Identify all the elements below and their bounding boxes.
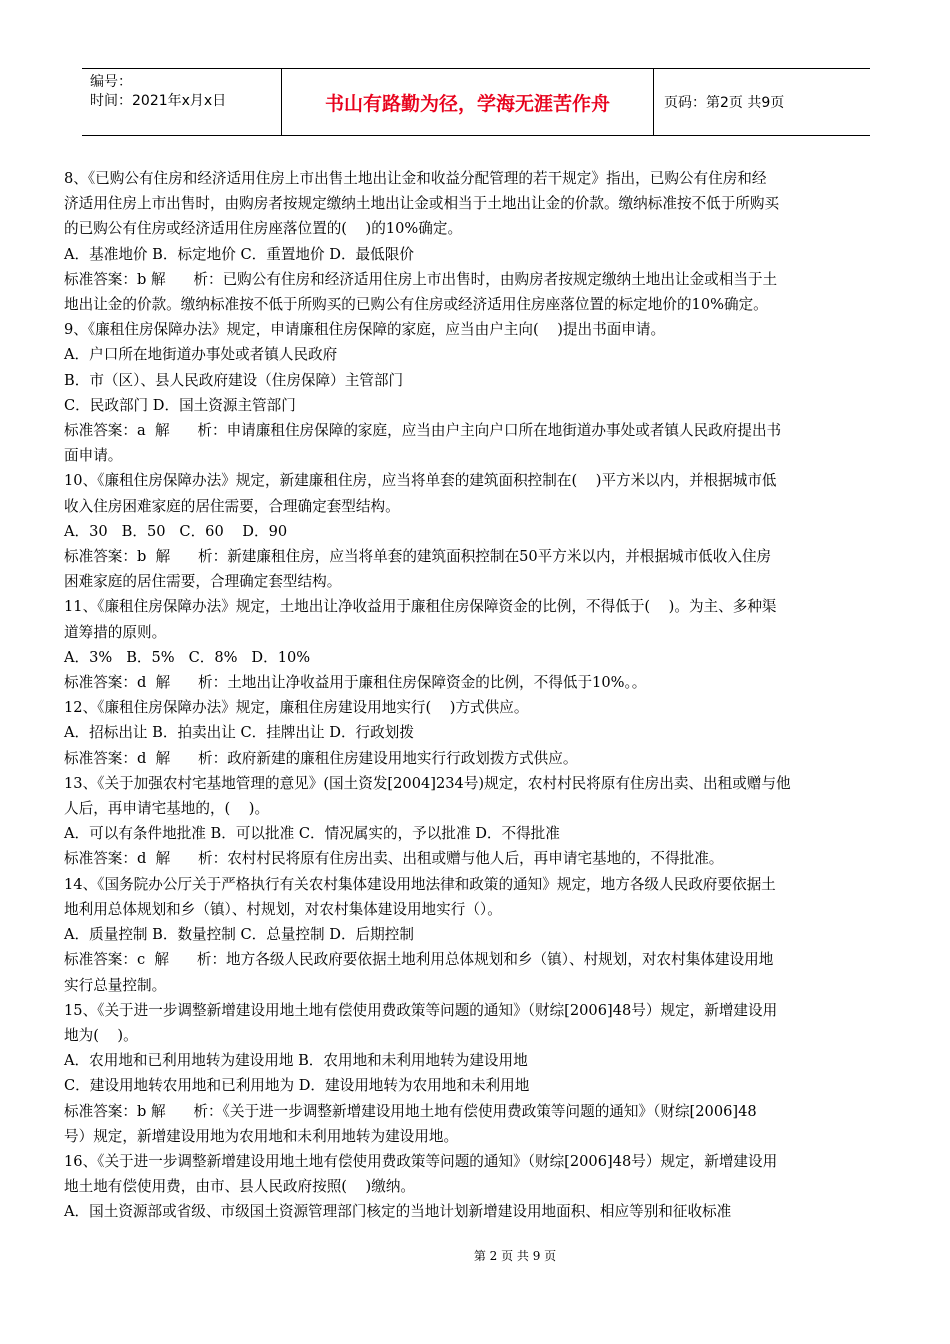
text-line: A．3% B．5% C．8% D．10% — [64, 648, 311, 666]
text-line: 地土地有偿使用费，由市、县人民政府按照( )缴纳。 — [64, 1178, 416, 1196]
header-info — [82, 69, 282, 135]
text-line: 号）规定，新增建设用地为农用地和未利用地转为建设用地。 — [64, 1127, 459, 1145]
text-line: 16、《关于进一步调整新增建设用地土地有偿使用费政策等问题的通知》（财综[2006]48号）规定，新增建设用 — [64, 1152, 778, 1170]
text-line: A．可以有条件地批准 B．可以批准 C．情况属实的，予以批准 D．不得批准 — [64, 825, 560, 843]
text-line: 标准答案：b 解 析：已购公有住房和经济适用住房上市出售时，由购房者按规定缴纳土地出让金或相当于土 — [64, 270, 778, 288]
text-line: A．农用地和已利用地转为建设用地 B．农用地和未利用地转为建设用地 — [64, 1052, 528, 1070]
text-line: 8、《已购公有住房和经济适用住房上市出售土地出让金和收益分配管理的若干规定》指出，已购公有住房和经 — [64, 170, 767, 187]
text-line: C．建设用地转农用地和已利用地为 D．建设用地转为农用地和未利用地 — [64, 1077, 530, 1095]
text-line: A．基准地价 B．标定地价 C．重置地价 D．最低限价 — [64, 245, 414, 263]
text-line: 地出让金的价款。缴纳标准按不低于所购买的已购公有住房或经济适用住房座落位置的标定地价的10%确定。 — [64, 296, 768, 314]
text-line: 标准答案：d 解 析：土地出让净收益用于廉租住房保障资金的比例，不得低于10%。。 — [64, 674, 647, 692]
text-line: 标准答案：d 解 析：农村村民将原有住房出卖、出租或赠与他人后，再申请宅基地的，不得批准。 — [64, 850, 724, 868]
text-line: 标准答案：d 解 析：政府新建的廉租住房建设用地实行行政划拨方式供应。 — [64, 749, 578, 767]
text-line: 9、《廉租住房保障办法》规定，申请廉租住房保障的家庭，应当由户主向( )提出书面申请。 — [64, 321, 666, 339]
text-line: 15、《关于进一步调整新增建设用地土地有偿使用费政策等问题的通知》（财综[2006]48号）规定，新增建设用 — [64, 1001, 778, 1019]
text-line: 地利用总体规划和乡（镇）、村规划，对农村集体建设用地实行（）。 — [64, 900, 502, 918]
text-line: 济适用住房上市出售时，由购房者按规定缴纳土地出让金或相当于土地出让金的价款。缴纳标准按不低于所购买 — [64, 195, 780, 213]
header-page-info: 页码：第2页 共9页 — [664, 95, 785, 111]
text-line: 收入住房困难家庭的居住需要，合理确定套型结构。 — [64, 497, 400, 515]
text-line: 10、《廉租住房保障办法》规定，新建廉租住房，应当将单套的建筑面积控制在( )平方米以内，并根据城市低 — [64, 472, 777, 490]
text-line: 标准答案：c 解 析：地方各级人民政府要依据土地利用总体规划和乡（镇）、村规划，对农村集体建设用地 — [64, 951, 774, 969]
page-footer: 第 2 页 共 9 页 — [473, 1249, 557, 1263]
text-line: 困难家庭的居住需要，合理确定套型结构。 — [64, 573, 342, 591]
text-line: 标准答案：b 解 析：《关于进一步调整新增建设用地土地有偿使用费政策等问题的通知》（财综[2006]48 — [64, 1102, 757, 1120]
text-line: 13、《关于加强农村宅基地管理的意见》(国土资发[2004]234号)规定，农村村民将原有住房出卖、出租或赠与他 — [64, 774, 791, 792]
header-motto: 书山有路勤为径，学海无涯苦作舟 — [282, 69, 654, 135]
text-line: C．民政部门 D．国土资源主管部门 — [64, 396, 296, 414]
text-line: 标准答案：a 解 析：申请廉租住房保障的家庭，应当由户主向户口所在地街道办事处或者镇人民政府提出书 — [64, 422, 782, 440]
text-line: 11、《廉租住房保障办法》规定，土地出让净收益用于廉租住房保障资金的比例，不得低于( )。为主、多种渠 — [64, 598, 777, 616]
text-line: 14、《国务院办公厅关于严格执行有关农村集体建设用地法律和政策的通知》规定，地方各级人民政府要依据土 — [64, 875, 776, 893]
text-line: 面申请。 — [64, 447, 123, 465]
text-line: A．质量控制 B．数量控制 C．总量控制 D．后期控制 — [64, 926, 414, 944]
text-line: B．市（区）、县人民政府建设（住房保障）主管部门 — [64, 371, 404, 389]
text-line: 人后，再申请宅基地的，( )。 — [64, 800, 270, 818]
serial-label: 编号： — [90, 74, 132, 90]
text-line: 地为( )。 — [64, 1026, 138, 1044]
text-line: 标准答案：b 解 析：新建廉租住房，应当将单套的建筑面积控制在50平方米以内，并根据城市低收入住房 — [64, 548, 772, 566]
text-line: A．招标出让 B．拍卖出让 C．挂牌出让 D．行政划拨 — [64, 724, 414, 742]
text-line: A．户口所在地街道办事处或者镇人民政府 — [64, 346, 338, 364]
text-line: A．国土资源部或省级、市级国土资源管理部门核定的当地计划新增建设用地面积、相应等别和征收标准 — [64, 1203, 732, 1221]
time-label: 时间：2021年x月x日 — [90, 93, 227, 109]
text-line: 实行总量控制。 — [64, 976, 167, 994]
document-body — [64, 166, 886, 1225]
page-header — [82, 68, 870, 136]
text-line: 的已购公有住房或经济适用住房座落位置的( )的10%确定。 — [64, 220, 463, 238]
text-line: A．30 B．50 C．60 D．90 — [64, 522, 288, 540]
text-line: 12、《廉租住房保障办法》规定，廉租住房建设用地实行( )方式供应。 — [64, 699, 529, 717]
text-line: 道筹措的原则。 — [64, 623, 167, 641]
